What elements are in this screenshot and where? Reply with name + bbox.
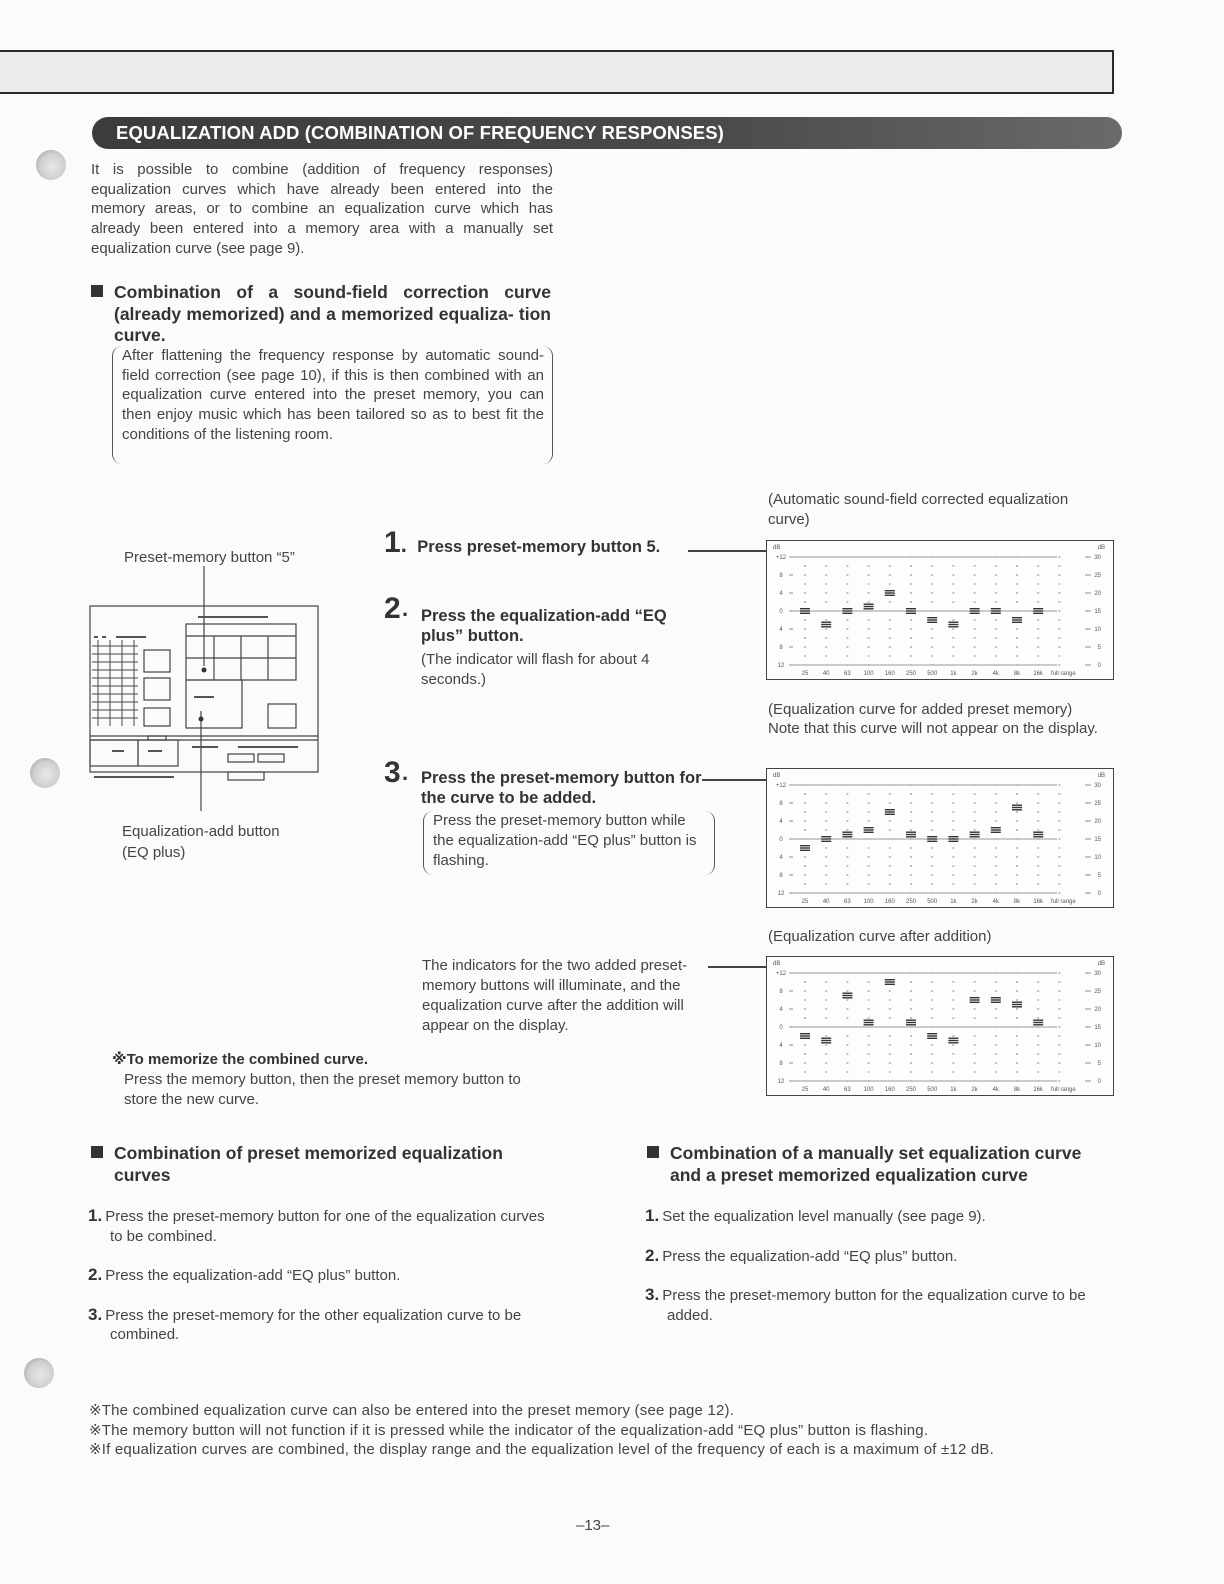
- label-eq-add-button: Equalization-add button: [122, 823, 280, 840]
- section1-heading: Combination of a sound-field correction curve (already memorized) and a memorized equaliza- tion curve.: [91, 282, 553, 347]
- x-tick: 500: [927, 1087, 938, 1093]
- x-tick: 16k: [1033, 671, 1044, 677]
- y-tick-right: 15: [1094, 1025, 1101, 1031]
- y-unit-right: dB: [1097, 961, 1105, 967]
- eq-band-marker: [970, 608, 980, 614]
- eq-display-after-addition: [766, 956, 1114, 1096]
- list-item: 2. Press the equalization-add “EQ plus” button.: [88, 1265, 401, 1284]
- eq-band-marker: [885, 979, 895, 985]
- x-tick: 1k: [950, 1087, 957, 1093]
- label-eq-plus: (EQ plus): [122, 844, 186, 861]
- y-tick-right: 20: [1094, 819, 1101, 825]
- front-panel-diagram: [88, 566, 322, 816]
- y-unit-right: dB: [1097, 773, 1105, 779]
- y-tick-right: 5: [1097, 873, 1101, 879]
- x-tick: 250: [905, 899, 917, 905]
- y-tick-left: 4: [779, 1043, 783, 1049]
- section-banner: EQUALIZATION ADD (COMBINATION OF FREQUENCY RESPONSES): [92, 117, 1122, 149]
- list-item: 3. Press the preset-memory button for the equalization curve to be added.: [645, 1285, 1086, 1324]
- x-tick: 40: [822, 1087, 830, 1093]
- leader-line: [708, 966, 766, 968]
- y-tick-right: 20: [1094, 1007, 1101, 1013]
- eq-band-marker: [991, 608, 1001, 614]
- x-tick: 16k: [1033, 1087, 1044, 1093]
- footnote: ※If equalization curves are combined, the display range and the equalization level of the frequency of each is a maximum of ±12 dB.: [89, 1441, 995, 1458]
- y-tick-right: 0: [1097, 1079, 1101, 1085]
- caption-chart-2a: (Equalization curve for added preset memory): [768, 701, 1073, 718]
- eq-band-marker: [885, 590, 895, 596]
- y-tick-left: 8: [779, 873, 783, 879]
- y-unit-left: dB: [773, 773, 781, 779]
- eq-band-marker: [821, 622, 831, 628]
- x-tick: 160: [884, 1087, 895, 1093]
- binder-hole-icon: [24, 1358, 54, 1388]
- eq-band-marker: [991, 997, 1001, 1003]
- x-tick: 25: [801, 899, 809, 905]
- square-bullet-icon: [91, 285, 103, 297]
- y-tick-left: +12: [775, 555, 787, 561]
- y-tick-right: 5: [1097, 1061, 1101, 1067]
- list-item: 1. Press the preset-memory button for one of the equalization curves to be combined.: [88, 1206, 545, 1245]
- y-tick-left: 4: [779, 591, 783, 597]
- eq-band-marker: [906, 608, 916, 614]
- section3-list: [645, 1206, 1113, 1325]
- x-tick: 63: [844, 899, 851, 905]
- eq-band-marker: [970, 997, 980, 1003]
- eq-band-marker: [885, 809, 895, 815]
- memorize-text: Press the memory button, then the preset memory button to store the new curve.: [124, 1071, 521, 1108]
- eq-band-marker: [821, 1038, 831, 1044]
- x-tick: 500: [927, 671, 938, 677]
- x-tick: 63: [844, 671, 851, 677]
- list-item: 2. Press the equalization-add “EQ plus” button.: [645, 1245, 958, 1265]
- x-tick: 4k: [992, 899, 999, 905]
- y-tick-left: 0: [779, 1025, 783, 1031]
- x-tick: 40: [822, 671, 830, 677]
- eq-band-marker: [842, 993, 852, 999]
- header-box: [0, 50, 1114, 94]
- x-tick: 8k: [1013, 899, 1021, 905]
- x-tick: 250: [905, 1087, 917, 1093]
- x-tick: 1k: [950, 671, 957, 677]
- x-tick: 4k: [992, 1087, 999, 1093]
- x-tick: 160: [884, 899, 895, 905]
- eq-band-marker: [842, 832, 852, 838]
- x-tick: 25: [801, 671, 809, 677]
- y-unit-left: dB: [773, 545, 781, 551]
- y-tick-right: 0: [1097, 663, 1101, 669]
- eq-band-marker: [906, 1020, 916, 1026]
- y-tick-right: 25: [1094, 801, 1101, 807]
- y-tick-right: 5: [1097, 645, 1101, 651]
- eq-band-marker: [864, 604, 874, 610]
- eq-band-marker: [927, 617, 937, 623]
- square-bullet-icon: [91, 1146, 103, 1158]
- x-tick: 1k: [950, 899, 957, 905]
- y-tick-right: 10: [1094, 855, 1101, 861]
- y-tick-right: 30: [1094, 971, 1101, 977]
- y-tick-right: 20: [1094, 591, 1101, 597]
- square-bullet-icon: [647, 1146, 659, 1158]
- eq-band-marker: [906, 832, 916, 838]
- eq-band-marker: [842, 608, 852, 614]
- y-tick-left: 8: [779, 1061, 783, 1067]
- eq-band-marker: [1033, 1020, 1043, 1026]
- binder-hole-icon: [30, 758, 60, 788]
- intro-paragraph: It is possible to combine (addition of frequency responses) equalization curves which have already been entered into the memory areas, or to combine an equalization curve which has already been entered into a memory area with a manually set equalization curve (see page 9).: [91, 161, 553, 257]
- eq-band-marker: [948, 836, 958, 842]
- y-tick-left: 8: [779, 573, 783, 579]
- y-tick-left: 0: [779, 609, 783, 615]
- section2-list: [88, 1206, 554, 1345]
- footnotes: [89, 1401, 1119, 1460]
- eq-band-marker: [800, 608, 810, 614]
- eq-band-marker: [864, 1020, 874, 1026]
- leader-line: [688, 550, 766, 552]
- y-tick-right: 30: [1094, 555, 1101, 561]
- y-tick-right: 10: [1094, 1043, 1101, 1049]
- eq-band-marker: [1033, 608, 1043, 614]
- page-number: –13–: [576, 1517, 610, 1534]
- indicators-note: The indicators for the two added preset- memory buttons will illuminate, and the equalization curve after the addition will appear on the display.: [422, 957, 688, 1034]
- x-tick: 100: [863, 1087, 874, 1093]
- eq-band-marker: [927, 836, 937, 842]
- y-tick-right: 15: [1094, 837, 1101, 843]
- footnote: ※The memory button will not function if it is pressed while the indicator of the equalization-add “EQ plus” button is flashing.: [89, 1421, 929, 1439]
- x-tick: 160: [884, 671, 895, 677]
- footnote: ※The combined equalization curve can also be entered into the preset memory (see page 12).: [89, 1402, 735, 1419]
- eq-band-marker: [800, 1033, 810, 1039]
- caption-chart-1: (Automatic sound-field corrected equalization curve): [768, 491, 1069, 528]
- caption-chart-3: (Equalization curve after addition): [768, 928, 992, 945]
- y-tick-left: 0: [779, 837, 783, 843]
- x-tick: 100: [863, 899, 874, 905]
- label-preset-memory-button: Preset-memory button “5”: [124, 549, 295, 566]
- section1-note: After flattening the frequency response by automatic sound-field correction (see page 10), if this is then combined with an equalization curve entered into the preset memory, you can then enjoy music which has been tailored so as to best fit the conditions of the listening room.: [112, 346, 553, 464]
- caption-chart-2b: Note that this curve will not appear on the display.: [768, 720, 1098, 737]
- binder-hole-icon: [36, 150, 66, 180]
- y-tick-left: 4: [779, 627, 783, 633]
- x-tick: 2k: [971, 671, 978, 677]
- step-3-note: Press the preset-memory button while the equalization-add “EQ plus” button is flashing.: [423, 811, 715, 875]
- y-tick-right: 25: [1094, 573, 1101, 579]
- eq-display-added-preset: [766, 768, 1114, 908]
- eq-band-marker: [1012, 617, 1022, 623]
- y-tick-right: 30: [1094, 783, 1101, 789]
- eq-band-marker: [1033, 832, 1043, 838]
- step-1: 1. Press preset-memory button 5.: [384, 526, 661, 559]
- eq-display-automatic: [766, 540, 1114, 680]
- leader-line: [702, 779, 766, 781]
- eq-band-marker: [864, 827, 874, 833]
- x-tick: 8k: [1013, 1087, 1021, 1093]
- y-tick-left: 12: [777, 663, 785, 669]
- eq-band-marker: [991, 827, 1001, 833]
- y-tick-right: 10: [1094, 627, 1101, 633]
- list-item: 1. Set the equalization level manually (see page 9).: [645, 1206, 986, 1225]
- x-tick: full range: [1051, 671, 1076, 677]
- x-tick: 16k: [1033, 899, 1044, 905]
- y-tick-left: 4: [779, 855, 783, 861]
- y-tick-left: 8: [779, 645, 783, 651]
- x-tick: 40: [822, 899, 830, 905]
- y-tick-right: 15: [1094, 609, 1101, 615]
- y-tick-left: 4: [779, 819, 783, 825]
- y-unit-left: dB: [773, 961, 781, 967]
- y-tick-right: 25: [1094, 989, 1101, 995]
- list-item: 3. Press the preset-memory for the other equalization curve to be combined.: [88, 1304, 522, 1343]
- y-unit-right: dB: [1097, 545, 1105, 551]
- x-tick: 250: [905, 671, 917, 677]
- x-tick: 100: [863, 671, 874, 677]
- y-tick-left: +12: [775, 971, 787, 977]
- section3-heading: Combination of a manually set equalization curve and a preset memorized equalization curve: [647, 1143, 1112, 1186]
- eq-band-marker: [970, 832, 980, 838]
- x-tick: 2k: [971, 1087, 978, 1093]
- x-tick: 4k: [992, 671, 999, 677]
- y-tick-left: +12: [775, 783, 787, 789]
- x-tick: 63: [844, 1087, 851, 1093]
- y-tick-left: 4: [779, 1007, 783, 1013]
- y-tick-left: 8: [779, 801, 783, 807]
- y-tick-left: 12: [777, 1079, 785, 1085]
- x-tick: full range: [1051, 899, 1076, 905]
- eq-band-marker: [948, 1038, 958, 1044]
- eq-band-marker: [948, 622, 958, 628]
- x-tick: 500: [927, 899, 938, 905]
- x-tick: 2k: [971, 899, 978, 905]
- eq-band-marker: [1012, 805, 1022, 811]
- y-tick-left: 12: [777, 891, 785, 897]
- y-tick-right: 0: [1097, 891, 1101, 897]
- section2-heading: Combination of preset memorized equalization curves: [91, 1143, 551, 1186]
- memorize-title: ※To memorize the combined curve.: [112, 1051, 369, 1068]
- y-tick-left: 8: [779, 989, 783, 995]
- eq-band-marker: [1012, 1002, 1022, 1008]
- eq-band-marker: [927, 1033, 937, 1039]
- x-tick: full range: [1051, 1087, 1076, 1093]
- x-tick: 8k: [1013, 671, 1021, 677]
- eq-band-marker: [800, 845, 810, 851]
- eq-band-marker: [821, 836, 831, 842]
- x-tick: 25: [801, 1087, 809, 1093]
